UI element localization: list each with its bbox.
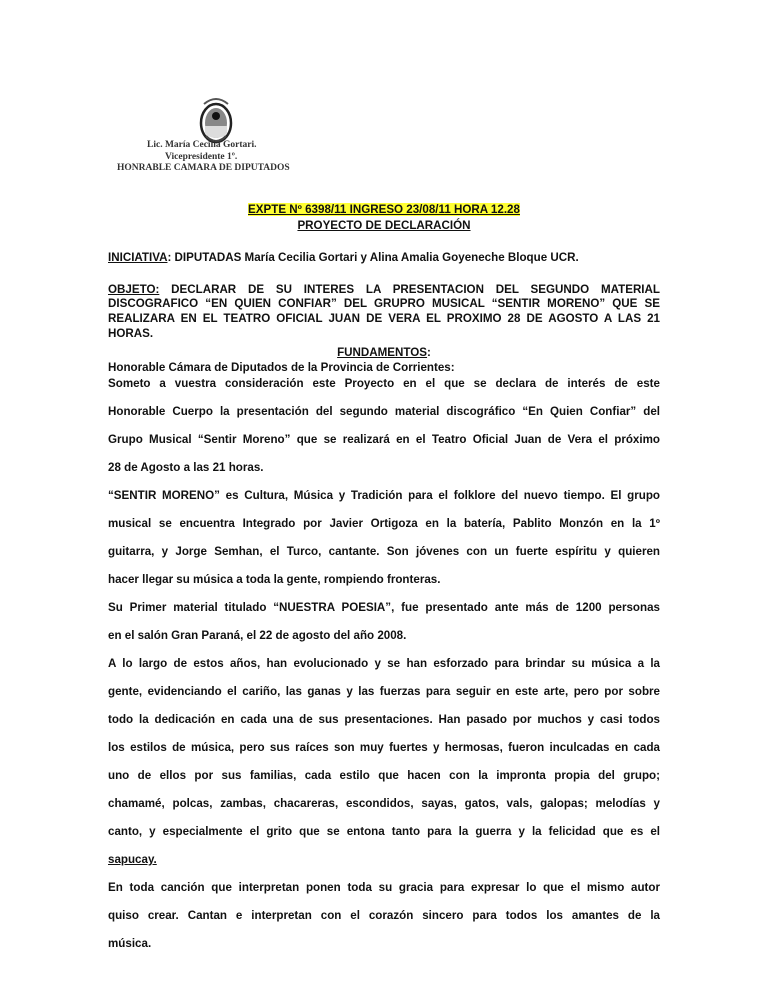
body-line: gente, evidenciando el cariño, las ganas y las fuerzas para seguir en este arte, pero por sobre [108, 685, 660, 698]
body-line: 28 de Agosto a las 21 horas. [108, 461, 264, 474]
body-line: quiso crear. Cantan e interpretan con el corazón sincero para todos los amantes de la [108, 909, 660, 922]
objeto-label: OBJETO: [108, 283, 160, 296]
iniciativa-label: INICIATIVA [108, 251, 168, 264]
sapucay-word: sapucay. [108, 853, 157, 866]
body-line [108, 853, 660, 866]
objeto-line: DISCOGRAFICO “EN QUIEN CONFIAR” DEL GRUPRO MUSICAL “SENTIR MORENO” QUE SE [108, 297, 660, 310]
body-line: chamamé, polcas, zambas, chacareras, escondidos, sayas, gatos, vals, galopas; melodías y [108, 797, 660, 810]
document-title: PROYECTO DE DECLARACIÓN [297, 219, 471, 232]
expediente-number: EXPTE Nº 6398/11 INGRESO 23/08/11 HORA 12.28 [248, 203, 520, 216]
objeto-line: REALIZARA EN EL TEATRO OFICIAL JUAN DE VERA EL PROXIMO 28 DE AGOSTO A LAS 21 [108, 312, 660, 325]
body-line: uno de ellos por sus familias, cada estilo que hacen con la impronta propia del grupo; [108, 769, 660, 782]
body-line: musical se encuentra Integrado por Javier Ortigoza en la batería, Pablito Monzón en la 1º [108, 517, 660, 530]
iniciativa [108, 251, 579, 264]
body-line: Su Primer material titulado “NUESTRA POESIA”, fue presentado ante más de 1200 personas [108, 601, 660, 614]
body-line: A lo largo de estos años, han evolucionado y se han esforzado para brindar su música a la [108, 657, 660, 670]
objeto-line [108, 282, 660, 297]
body-line: Honorable Cuerpo la presentación del segundo material discográfico “En Quien Confiar” del [108, 405, 660, 418]
body-line: canto, y especialmente el grito que se entona tanto para la guerra y la felicidad que es el [108, 825, 660, 838]
body-line: “SENTIR MORENO” es Cultura, Música y Tradición para el folklore del nuevo tiempo. El grupo [108, 489, 660, 502]
body-line: En toda canción que interpretan ponen toda su gracia para expresar lo que el mismo autor [108, 881, 660, 894]
body-line: Someto a vuestra consideración este Proyecto en el que se declara de interés de este [108, 377, 660, 390]
letterhead-name: Lic. María Cecilia Gortari. [147, 140, 257, 150]
body-line: música. [108, 937, 152, 950]
body-line: los estilos de música, pero sus raíces son muy fuertes y hermosas, fueron inculcadas en cada [108, 741, 660, 754]
body-line: en el salón Gran Paraná, el 22 de agosto del año 2008. [108, 629, 407, 642]
letterhead-chamber: HONRABLE CAMARA DE DIPUTADOS [117, 163, 290, 173]
objeto-text: DECLARAR DE SU INTERES LA PRESENTACION DEL SEGUNDO MATERIAL [159, 283, 660, 296]
body-line: guitarra, y Jorge Semhan, el Turco, cantante. Son jóvenes con un fuerte espíritu y quieren [108, 545, 660, 558]
fundamentos-heading: FUNDAMENTOS [337, 346, 428, 359]
iniciativa-text: : DIPUTADAS María Cecilia Gortari y Alina Amalia Goyeneche Bloque UCR. [167, 251, 579, 264]
body-line: todo la dedicación en cada una de sus presentaciones. Han pasado por muchos y casi todos [108, 713, 660, 726]
body-line: hacer llegar su música a toda la gente, rompiendo fronteras. [108, 573, 441, 586]
coat-of-arms-seal [196, 96, 236, 146]
addressee: Honorable Cámara de Diputados de la Provincia de Corrientes: [108, 361, 455, 374]
body-line: Grupo Musical “Sentir Moreno” que se realizará en el Teatro Oficial Juan de Vera el próximo [108, 433, 660, 446]
letterhead-role: Vicepresidente 1º. [165, 152, 238, 162]
objeto-line: HORAS. [108, 327, 154, 340]
fundamentos-colon: : [427, 346, 431, 359]
